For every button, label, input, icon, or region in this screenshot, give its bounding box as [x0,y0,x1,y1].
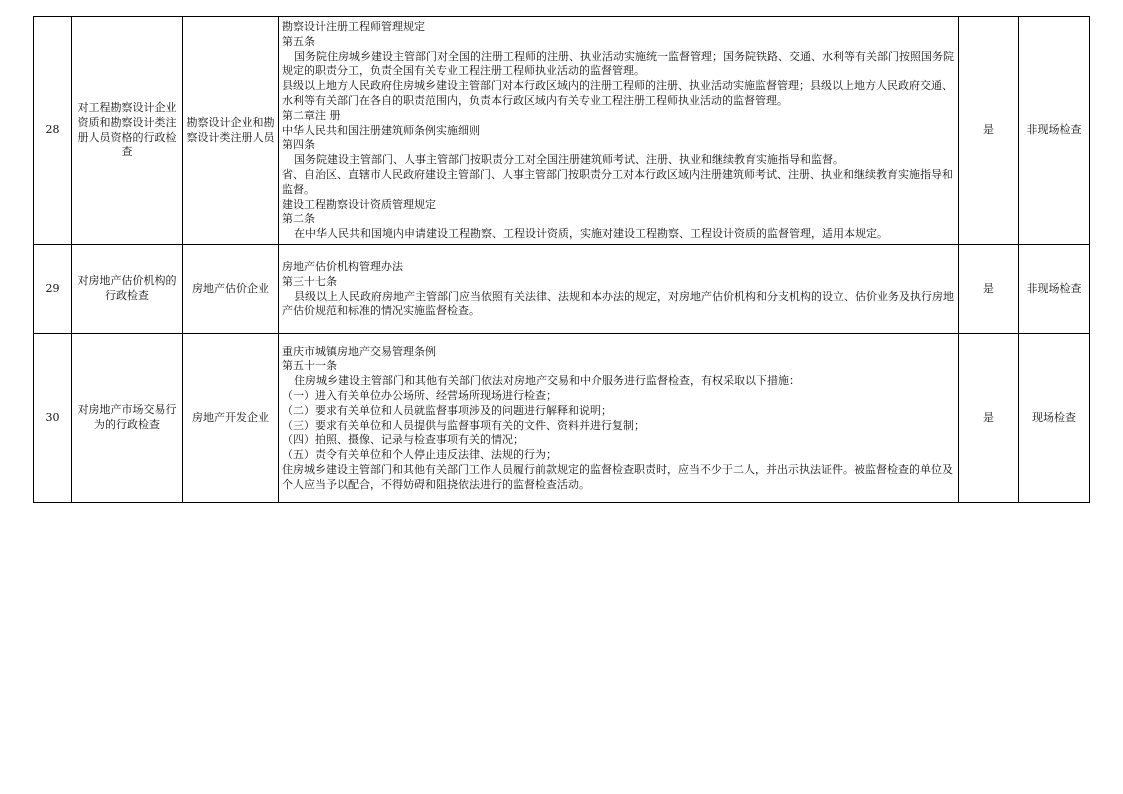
inspection-method: 非现场检查 [1019,245,1090,334]
basis-line: 国务院住房城乡建设主管部门对全国的注册工程师的注册、执业活动实施统一监督管理；国务院铁路、交通、水利等有关部门按照国务院规定的职责分工，负责全国有关专业工程注册工程师执业活动的监督管理。 [282,49,954,78]
inspection-object: 房地产开发企业 [183,334,279,503]
basis-line: 重庆市城镇房地产交易管理条例 [282,344,436,358]
inspection-item: 对房地产市场交易行为的行政检查 [72,334,183,503]
basis-line: 县级以上人民政府房地产主管部门应当依照有关法律、法规和本办法的规定，对房地产估价机构和分支机构的设立、估价业务及执行房地产估价规范和标准的情况实施监督检查。 [282,289,954,318]
legal-basis [279,334,959,503]
included-flag: 是 [959,334,1019,503]
row-number: 29 [34,245,72,334]
row-number: 30 [34,334,72,503]
table-row [34,334,1090,503]
inspection-method: 非现场检查 [1019,17,1090,245]
basis-line: 第三十七条 [282,274,337,288]
inspection-item: 对工程勘察设计企业资质和勘察设计类注册人员资格的行政检查 [72,17,183,245]
included-flag: 是 [959,17,1019,245]
basis-line: （三）要求有关单位和人员提供与监督事项有关的文件、资料并进行复制； [282,418,645,432]
table-row [34,17,1090,245]
inspection-table [33,16,1090,503]
basis-line: （四）拍照、摄像、记录与检查事项有关的情况； [282,433,524,447]
included-flag: 是 [959,245,1019,334]
basis-line: 第二条 [282,212,315,226]
basis-line: 勘察设计注册工程师管理规定 [282,20,425,34]
row-number: 28 [34,17,72,245]
basis-line: 国务院建设主管部门、人事主管部门按职责分工对全国注册建筑师考试、注册、执业和继续教育实施指导和监督。 [294,153,844,167]
inspection-object: 房地产估价企业 [183,245,279,334]
basis-line: （一）进入有关单位办公场所、经营场所现场进行检查； [282,388,557,402]
basis-line: 在中华人民共和国境内申请建设工程勘察、工程设计资质，实施对建设工程勘察、工程设计资质的监督管理，适用本规定。 [294,227,888,241]
inspection-method: 现场检查 [1019,334,1090,503]
basis-line: 房地产估价机构管理办法 [282,259,403,273]
basis-line: 第五条 [282,34,315,48]
basis-line: 第二章注 册 [282,108,341,122]
basis-line: 住房城乡建设主管部门和其他有关部门工作人员履行前款规定的监督检查职责时，应当不少于二人，并出示执法证件。被监督检查的单位及个人应当予以配合，不得妨碍和阻挠依法进行的监督检查活动。 [282,462,953,491]
basis-line: 住房城乡建设主管部门和其他有关部门依法对房地产交易和中介服务进行监督检查，有权采取以下措施： [294,374,800,388]
legal-basis [279,17,959,245]
basis-line: 中华人民共和国注册建筑师条例实施细则 [282,123,480,137]
legal-basis [279,245,959,334]
basis-line: 第五十一条 [282,359,337,373]
table-body [34,17,1090,503]
table-row [34,245,1090,334]
basis-line: 第四条 [282,138,315,152]
basis-line: （五）责令有关单位和个人停止违反法律、法规的行为； [282,448,557,462]
inspection-item: 对房地产估价机构的行政检查 [72,245,183,334]
basis-line: 县级以上地方人民政府住房城乡建设主管部门对本行政区域内的注册工程师的注册、执业活动实施监督管理；县级以上地方人民政府交通、水利等有关部门在各自的职责范围内，负责本行政区域内有关专业工程注册工程师执业活动的监督管理。 [282,79,953,107]
basis-line: 省、自治区、直辖市人民政府建设主管部门、人事主管部门按职责分工对本行政区域内注册建筑师考试、注册、执业和继续教育实施指导和监督。 [282,167,953,196]
basis-line: 建设工程勘察设计资质管理规定 [282,197,436,211]
inspection-object: 勘察设计企业和勘察设计类注册人员 [183,17,279,245]
basis-line: （二）要求有关单位和人员就监督事项涉及的问题进行解释和说明； [282,403,612,417]
